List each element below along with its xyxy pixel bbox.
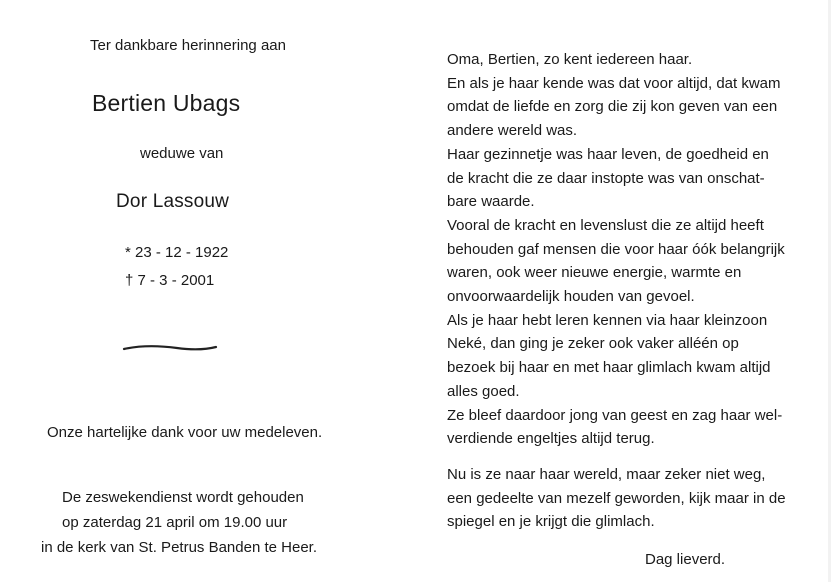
poem-line: Oma, Bertien, zo kent iedereen haar.	[447, 51, 693, 68]
poem-closing-stanza	[447, 463, 786, 534]
widow-of-text: weduwe van	[140, 145, 224, 162]
poem-line: omdat de liefde en zorg die zij kon geven van een	[447, 98, 778, 116]
poem-line: een gedeelte van mezelf geworden, kijk maar in de	[447, 489, 786, 507]
left-panel	[0, 0, 400, 582]
poem-line: Neké, dan ging je zeker ook vaker alléén op	[447, 335, 739, 353]
birth-date: * 23 - 12 - 1922	[125, 244, 229, 261]
decorative-divider	[122, 341, 218, 355]
poem-line: Haar gezinnetje was haar leven, de goedheid en	[447, 145, 769, 163]
farewell-text: Dag lieverd.	[645, 551, 726, 568]
poem-line: Nu is ze naar haar wereld, maar zeker niet weg,	[447, 466, 766, 483]
poem-line: de kracht die ze daar instopte was van onschat-	[447, 169, 765, 187]
intro-text: Ter dankbare herinnering aan	[90, 37, 286, 54]
poem-line: verdiende engeltjes altijd terug.	[447, 430, 655, 448]
poem-line: onvoorwaardelijk houden van gevoel.	[447, 288, 695, 306]
deceased-name: Bertien Ubags	[92, 90, 241, 116]
poem-line: bezoek bij haar en met haar glimlach kwam altijd	[447, 359, 771, 377]
poem-line: Vooral de kracht en levenslust die ze altijd heeft	[447, 216, 764, 234]
poem-line: alles goed.	[447, 382, 520, 400]
poem-line: Ze bleef daardoor jong van geest en zag haar wel-	[447, 406, 783, 424]
poem-line: andere wereld was.	[447, 122, 578, 140]
poem-line: behouden gaf mensen die voor haar óók belangrijk	[447, 240, 785, 258]
right-panel	[400, 0, 831, 582]
husband-name: Dor Lassouw	[116, 191, 230, 212]
service-line: op zaterdag 21 april om 19.00 uur	[62, 514, 288, 531]
thanks-text: Onze hartelijke dank voor uw medeleven.	[47, 424, 323, 441]
poem-line: waren, ook weer nieuwe energie, warmte en	[447, 264, 742, 282]
poem-line: spiegel en je krijgt die glimlach.	[447, 513, 655, 530]
poem	[447, 48, 785, 451]
death-date: † 7 - 3 - 2001	[125, 272, 215, 289]
service-line: in de kerk van St. Petrus Banden te Heer.	[41, 539, 317, 556]
service-line: De zeswekendienst wordt gehouden	[62, 489, 304, 506]
poem-line: bare waarde.	[447, 193, 535, 211]
poem-line: En als je haar kende was dat voor altijd, dat kwam	[447, 74, 781, 92]
poem-line: Als je haar hebt leren kennen via haar kleinzoon	[447, 311, 768, 329]
